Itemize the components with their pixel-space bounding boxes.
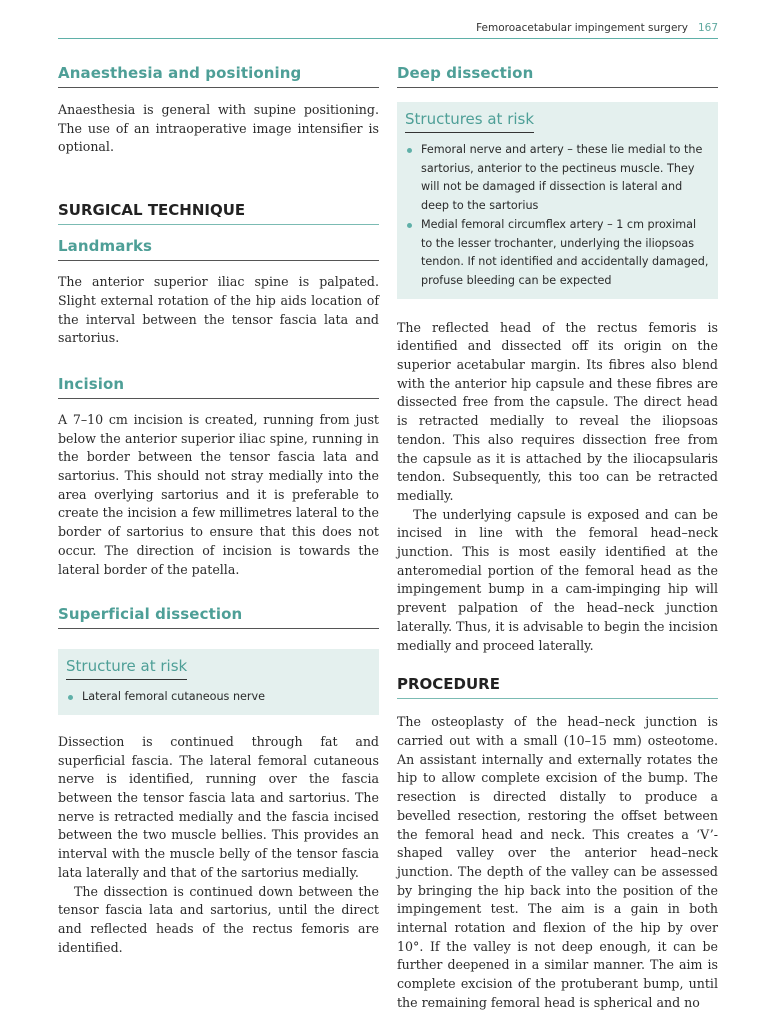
risk-list [405,141,710,291]
structures-at-risk-box [397,102,718,299]
heading-surgical-technique: SURGICAL TECHNIQUE [58,201,379,225]
left-column [58,58,379,957]
heading-incision: Incision [58,375,379,399]
heading-landmarks: Landmarks [58,237,379,261]
superficial-paragraph-2: The dissection is continued down between the tensor fascia lata and sartorius, until the direct and reflected heads of the rectus femoris are identified. [58,883,379,955]
heading-deep-dissection: Deep dissection [397,64,718,88]
risk-box-title: Structure at risk [66,657,187,680]
running-title: Femoroacetabular impingement surgery [476,22,688,34]
bullet-icon [407,223,412,228]
risk-item: Medial femoral circumflex artery – 1 cm proximal to the lesser trochanter, underlying the iliopsoas tendon. If not identified and accidentally damaged, profuse bleeding can be expected [405,216,710,291]
risk-item: Femoral nerve and artery – these lie medial to the sartorius, anterior to the pectineus muscle. They will not be damaged if dissection is lateral and deep to the sartorius [405,141,710,216]
superficial-paragraph-1: Dissection is continued through fat and superficial fascia. The lateral femoral cutaneous nerve is identified, running over the fascia between the tensor fascia lata and sartorius. The nerve is retracted medially and the fascia incised between the two muscle bellies. This provides an interval with the muscle belly of the tensor fascia lata laterally and that of the sartorius medially. [58,733,379,880]
deep-paragraph-1: The reflected head of the rectus femoris is identified and dissected off its origin on the superior acetabular margin. Its fibres also blend with the anterior hip capsule and these fibres are dissected free from the capsule. The direct head is retracted medially to reveal the iliopsoas tendon. This also requires dissection free from the capsule as it is attached by the iliocapsularis tendon. Subsequently, this too can be retracted medially. [397,319,718,503]
heading-anaesthesia: Anaesthesia and positioning [58,64,379,88]
risk-box-title: Structures at risk [405,110,534,133]
heading-superficial-dissection: Superficial dissection [58,605,379,629]
procedure-text: The osteoplasty of the head–neck junction is carried out with a small (10–15 mm) osteotome. An assistant internally and externally rotates the hip to allow complete excision of the bump. The resection is directed distally to produce a bevelled resection, restoring the offset between the femoral head and neck. This creates a ‘V’-shaped valley over the anterior head–neck junction. The depth of the valley can be assessed by bringing the hip back into the position of the impingement test. The aim is a gain in both internal rotation and flexion of the hip by over 10°. If the valley is not deep enough, it can be further deepened in a similar manner. The aim is complete excision of the protuberant bump, until the remaining femoral head is spherical and no [397,714,718,1010]
bullet-icon [407,148,412,153]
anaesthesia-text: Anaesthesia is general with supine positioning. The use of an intraoperative image intensifier is optional. [58,102,379,155]
landmarks-text: The anterior superior iliac spine is palpated. Slight external rotation of the hip aids location of the interval between the tensor fascia lata and sartorius. [58,274,379,346]
incision-text: A 7–10 cm incision is created, running from just below the anterior superior iliac spine, running in the border between the tensor fascia lata and sartorius. This should not stray medially into the area overlying sartorius and it is preferable to create the incision a few millimetres lateral to the border of sartorius to ensure that this does not occur. The direction of incision is towards the lateral border of the patella. [58,411,379,577]
right-column [397,58,718,1013]
risk-item: Lateral femoral cutaneous nerve [66,688,371,707]
bullet-icon [68,695,73,700]
page-number: 167 [697,22,718,34]
heading-procedure: PROCEDURE [397,675,718,699]
risk-list [66,688,371,707]
deep-paragraph-2: The underlying capsule is exposed and can be incised in line with the femoral head–neck junction. This is most easily identified at the anteromedial portion of the femoral head as the impingement bump in a cam-impinging hip will prevent palpation of the head–neck junction laterally. Thus, it is advisable to begin the incision medially and proceed laterally. [397,506,718,653]
structure-at-risk-box [58,649,379,715]
running-header [58,20,718,39]
